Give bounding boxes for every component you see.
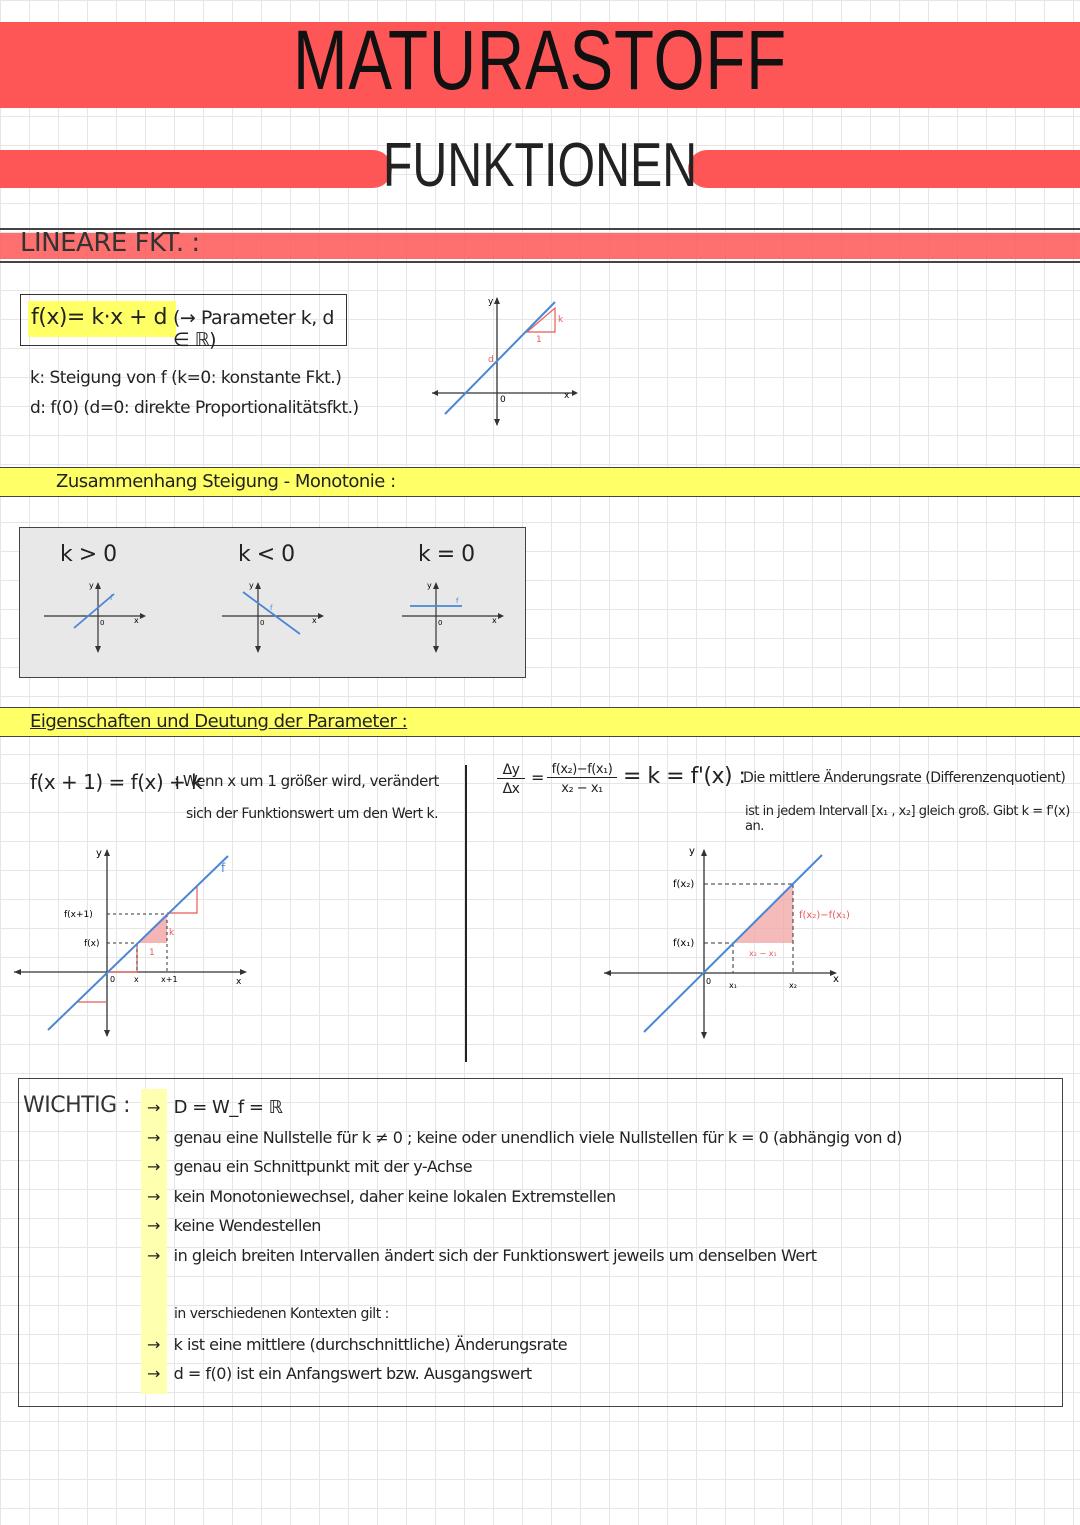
svg-text:f: f	[270, 604, 273, 612]
svg-text:y: y	[89, 581, 94, 590]
svg-text:0: 0	[110, 975, 116, 984]
label-x: x	[564, 391, 570, 401]
formula-box	[20, 294, 347, 351]
section-heading-linear: LINEARE FKT. :	[20, 228, 200, 258]
monotonie-heading: Zusammenhang Steigung - Monotonie :	[56, 471, 396, 492]
x-axis-arrow	[572, 390, 578, 396]
list-item: → k ist eine mittlere (durchschnittliche) Änderungsrate	[147, 1334, 568, 1354]
list-item: → genau ein Schnittpunkt mit der y-Achse	[147, 1157, 473, 1176]
monotonie-box	[19, 527, 526, 678]
line-increasing	[74, 594, 114, 628]
svg-text:x+1: x+1	[161, 975, 178, 984]
svg-text:f(x₂)−f(x₁): f(x₂)−f(x₁)	[799, 910, 850, 921]
y-axis-arrow-down	[494, 419, 500, 426]
svg-text:f(x+1): f(x+1)	[64, 910, 93, 920]
label-d: d	[488, 355, 494, 365]
context-intro: in verschiedenen Kontexten gilt :	[174, 1306, 389, 1322]
label-origin: 0	[500, 395, 506, 405]
line-f	[48, 856, 228, 1030]
svg-text:0: 0	[260, 619, 265, 627]
line-f	[644, 855, 822, 1032]
k-definition: k: Steigung von f (k=0: konstante Fkt.)	[30, 368, 342, 388]
list-item: → d = f(0) ist ein Anfangswert bzw. Ausgangswert	[147, 1364, 532, 1383]
right-graph	[600, 840, 870, 1045]
right-text-1: Die mittlere Änderungsrate (Differenzenquotient)	[743, 770, 1066, 786]
mini-graph-increasing	[40, 576, 150, 656]
svg-text:0: 0	[706, 977, 712, 986]
important-list	[147, 1093, 902, 1389]
svg-text:1: 1	[149, 948, 155, 958]
right-text-2: ist in jedem Intervall [x₁ , x₂] gleich groß. Gibt k = f'(x) an.	[745, 804, 1070, 834]
important-label: WICHTIG :	[23, 1093, 131, 1118]
right-eq: = k = f'(x) :	[623, 764, 746, 789]
label-one: 1	[536, 335, 542, 345]
mini-graph-decreasing	[218, 576, 328, 656]
svg-text:x: x	[833, 974, 839, 985]
svg-text:x: x	[236, 977, 242, 987]
svg-text:y: y	[689, 846, 695, 857]
list-item: → genau eine Nullstelle für k ≠ 0 ; keine oder unendlich viele Nullstellen für k = 0 (abhängig von d)	[147, 1127, 902, 1147]
left-text-2: sich der Funktionswert um den Wert k.	[186, 806, 439, 822]
svg-text:x: x	[312, 616, 317, 625]
frac2-bottom: x₂ − x₁	[561, 781, 603, 796]
case-k-zero-label: k = 0	[418, 542, 475, 567]
frac2-top: f(x₂)−f(x₁)	[547, 762, 617, 778]
right-formula: Δy Δx = f(x₂)−f(x₁) x₂ − x₁ = k = f'(x) : Die mittlere Änderungsrate (Differenzenquotient) ist in jedem Intervall [x₁ , x₂] gleich groß. Gibt k = f'(x) an.	[495, 760, 1075, 830]
svg-text:y: y	[96, 848, 102, 859]
svg-text:x: x	[134, 616, 139, 625]
case-k-negative-label: k < 0	[238, 542, 295, 567]
linear-graph	[430, 290, 580, 430]
svg-text:f: f	[110, 594, 113, 602]
label-y: y	[488, 297, 494, 307]
svg-text:k: k	[169, 928, 175, 938]
svg-text:f: f	[221, 861, 226, 875]
svg-text:x₂ − x₁: x₂ − x₁	[749, 949, 777, 958]
case-k-positive-label: k > 0	[60, 542, 117, 567]
left-formula: f(x + 1) = f(x) + k	[30, 770, 203, 794]
params-heading: Eigenschaften und Deutung der Parameter :	[30, 711, 408, 732]
svg-text:f(x): f(x)	[84, 939, 100, 949]
list-item: → in gleich breiten Intervallen ändert sich der Funktionswert jeweils um denselben Wert	[147, 1245, 817, 1265]
section-rule-bottom	[0, 261, 1080, 263]
svg-text:x₂: x₂	[789, 981, 797, 990]
d-definition: d: f(0) (d=0: direkte Proportionalitätsfkt.)	[30, 398, 359, 418]
important-box	[18, 1078, 1063, 1407]
frac1-bottom: Δx	[502, 781, 520, 797]
list-item: → kein Monotoniewechsel, daher keine lokalen Extremstellen	[147, 1186, 616, 1206]
mini-graph-constant	[398, 576, 508, 656]
list-item: → D = W_f = ℝ	[147, 1097, 283, 1118]
svg-text:x₁: x₁	[729, 981, 737, 990]
slope-triangle	[527, 308, 555, 332]
left-graph	[10, 840, 250, 1040]
list-item: → keine Wendestellen	[147, 1216, 321, 1235]
formula-main: f(x)= k·x + d	[31, 305, 167, 330]
left-text-1: : Wenn x um 1 größer wird, verändert	[174, 772, 439, 790]
line-decreasing	[243, 592, 300, 634]
label-k: k	[558, 315, 564, 325]
x-axis-arrow-left	[432, 390, 438, 396]
svg-text:0: 0	[100, 619, 105, 627]
formula-note: (→ Parameter k, d ∈ ℝ)	[173, 307, 334, 351]
svg-text:y: y	[249, 581, 254, 590]
page-title: MATURASTOFF	[293, 13, 787, 107]
svg-text:x: x	[134, 975, 139, 984]
svg-text:0: 0	[438, 619, 443, 627]
params-divider	[465, 765, 467, 1062]
svg-text:f: f	[456, 597, 459, 605]
page-subtitle: FUNKTIONEN	[382, 131, 698, 200]
frac1-top: Δy	[497, 762, 525, 779]
svg-text:f(x₁): f(x₁)	[673, 938, 695, 949]
svg-text:f(x₂): f(x₂)	[673, 879, 695, 890]
svg-text:x: x	[492, 616, 497, 625]
svg-text:y: y	[427, 581, 432, 590]
y-axis-arrow	[494, 297, 500, 304]
